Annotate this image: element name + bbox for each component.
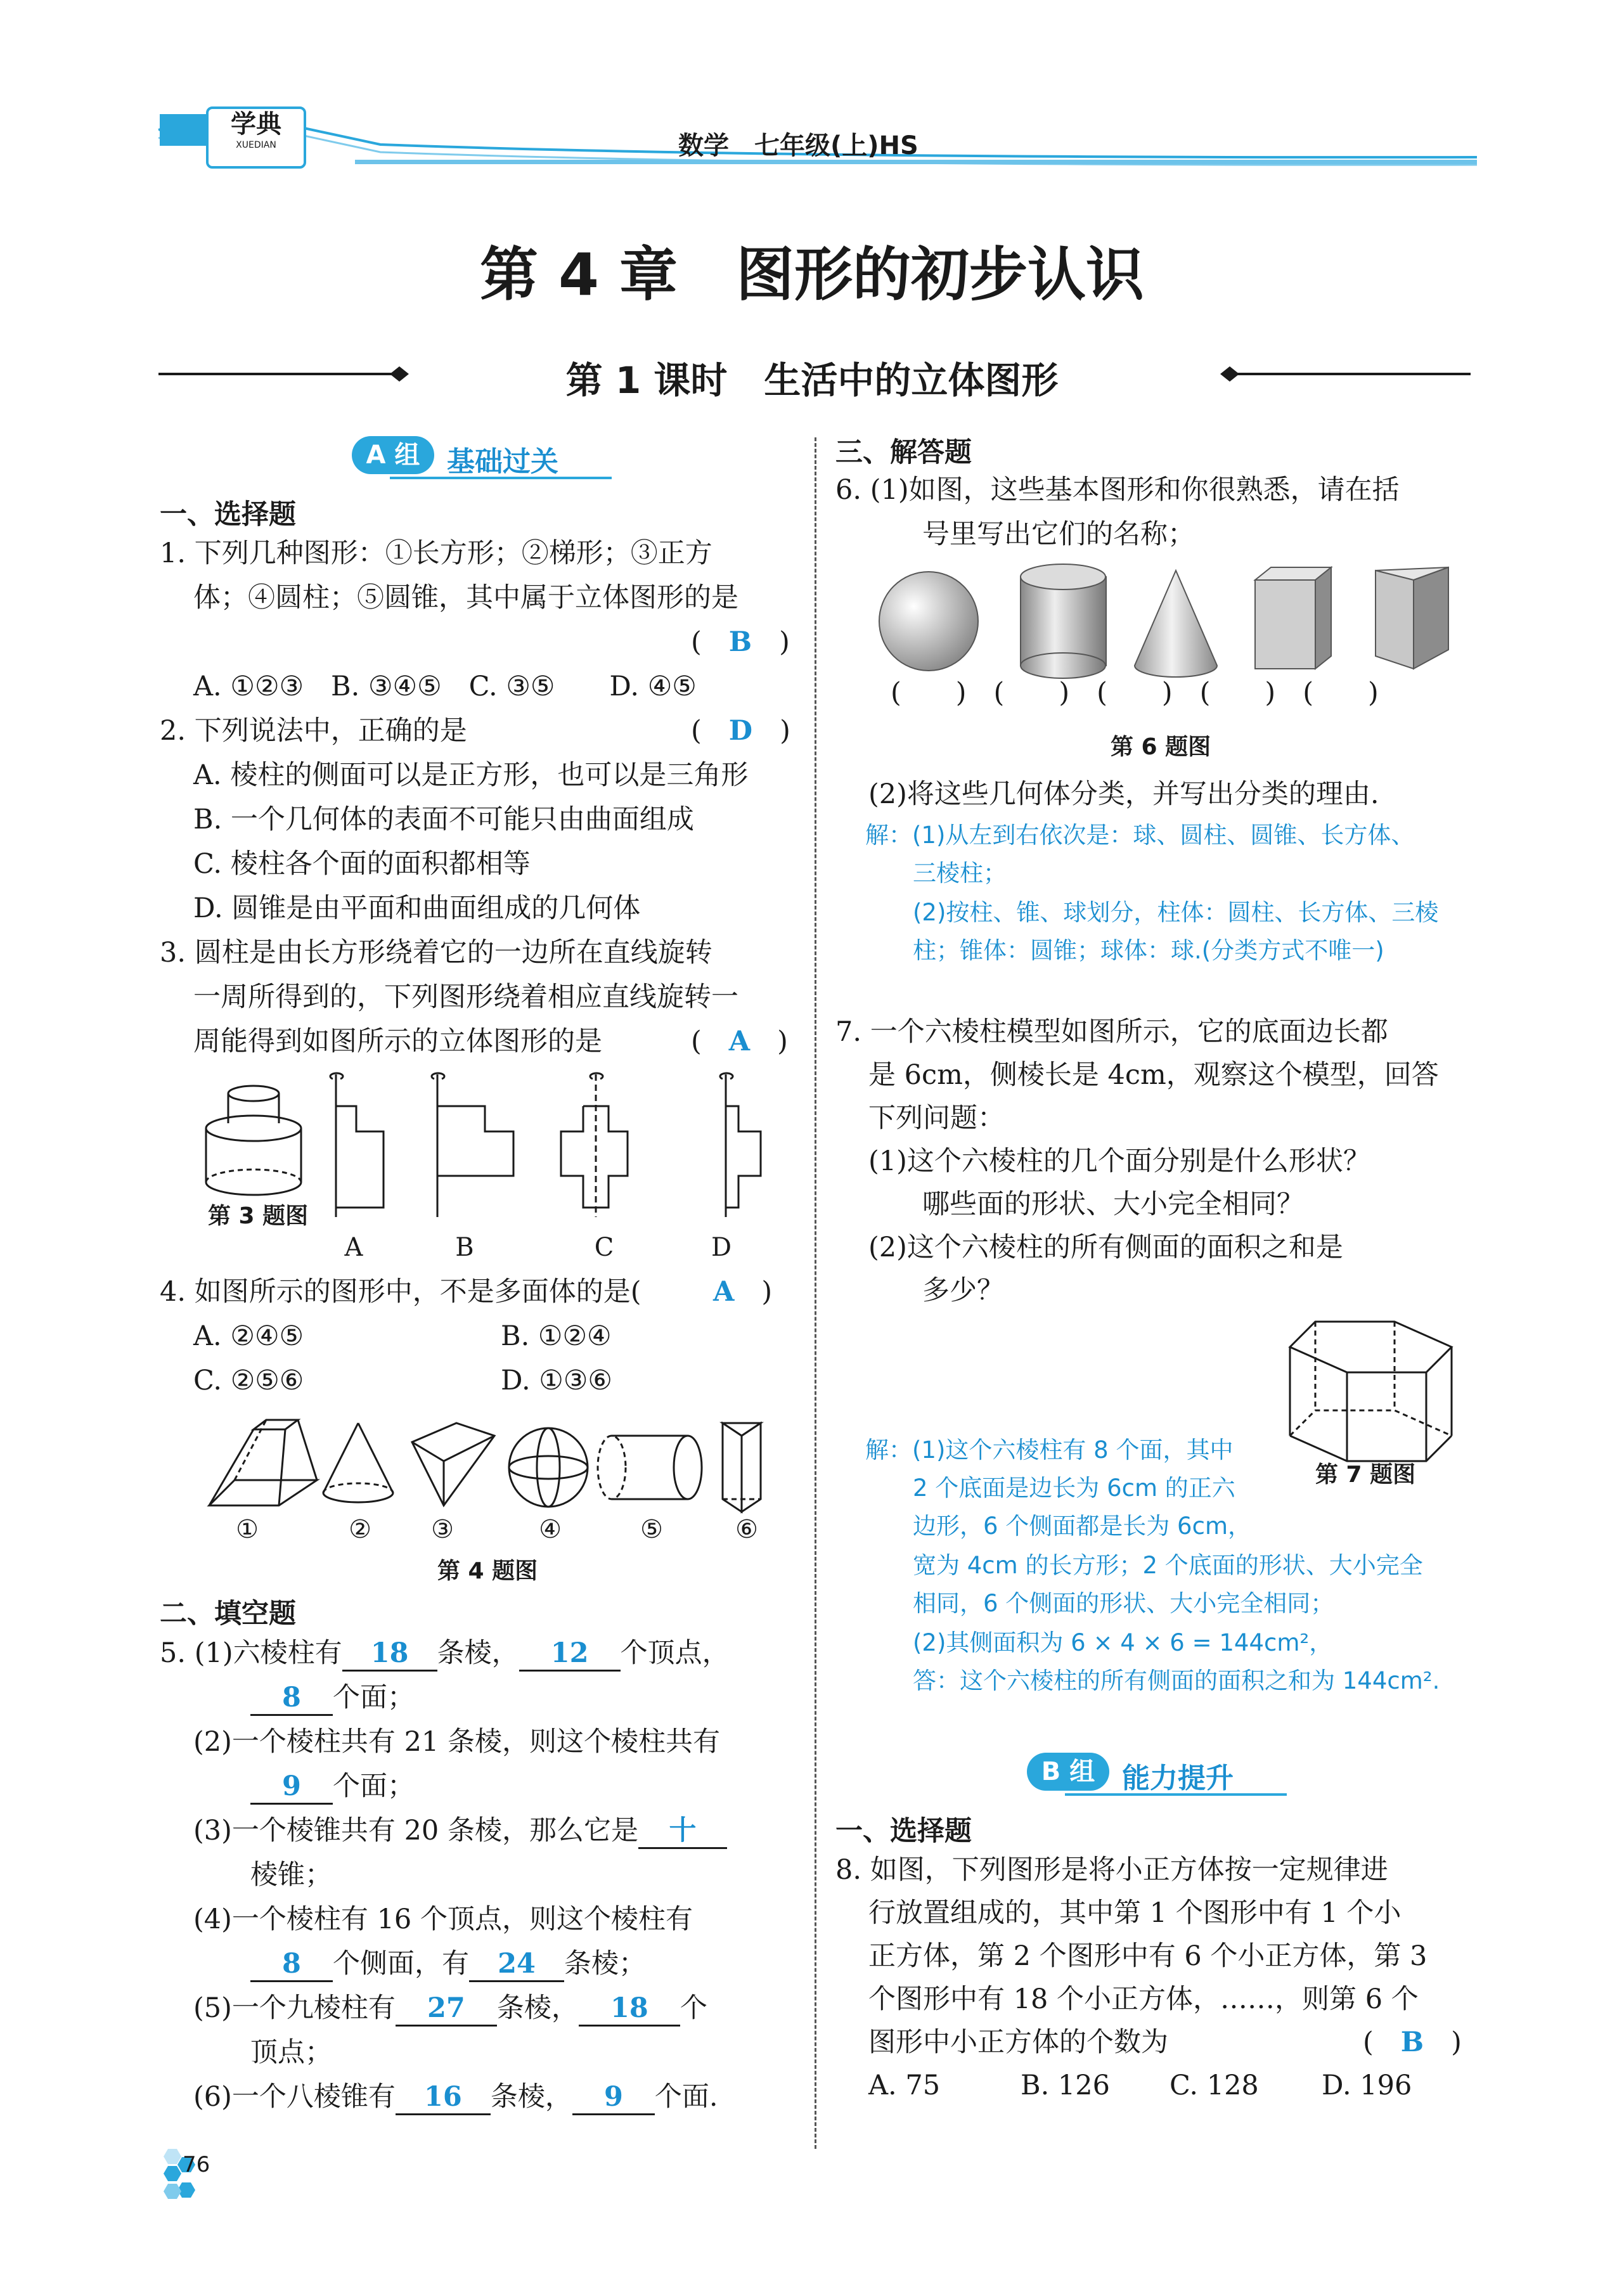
lesson-title-rule-right — [1220, 361, 1474, 387]
q4-label-2: ② — [349, 1515, 371, 1544]
q8-line5: 图形中小正方体的个数为 — [868, 2027, 1168, 2058]
q5-part4-line1: (4)一个棱柱有 16 个顶点，则这个棱柱有 — [193, 1904, 693, 1935]
q7-solution-1: 解：(1)这个六棱柱有 8 个面，其中 — [865, 1436, 1234, 1464]
q3-answer: A — [728, 1026, 751, 1057]
q4-option-d: D. ①③⑥ — [501, 1365, 612, 1396]
q8-line1: 8. 如图，下列图形是将小正方体按一定规律进 — [835, 1854, 1388, 1886]
group-a-underline — [390, 477, 612, 479]
q4-option-a: A. ②④⑤ — [193, 1320, 304, 1352]
q7-solution-2: 2 个底面是边长为 6cm 的正六 — [913, 1474, 1235, 1502]
q2-option-a: A. 棱柱的侧面可以是正方形，也可以是三角形 — [193, 759, 749, 791]
q5-p4-blank2: 24 — [469, 1947, 564, 1982]
page-header — [0, 0, 1624, 190]
q7-part1-line1: (1)这个六棱柱的几个面分别是什么形状？ — [868, 1145, 1370, 1177]
q5-part2-line1: (2)一个棱柱共有 21 条棱，则这个棱柱共有 — [193, 1726, 720, 1758]
q6-solution-3: (2)按柱、锥、球划分，柱体：圆柱、长方体、三棱 — [913, 899, 1439, 926]
q3-stacked-cylinder — [206, 1086, 301, 1195]
q7-part2-line2: 多少？ — [922, 1275, 1004, 1306]
q3-label-b: B — [455, 1233, 474, 1262]
q5-p6-blank1: 16 — [396, 2080, 491, 2115]
q3-line3: 周能得到如图所示的立体图形的是 — [193, 1026, 602, 1057]
q6-blank-brackets: ( ) ( ) ( ) ( ) ( ) — [891, 677, 1379, 709]
q5-p6-text-a: (6)一个八棱锥有 — [193, 2081, 396, 2113]
q6-solution-4: 柱；锥体：圆锥；球体：球.(分类方式不唯一) — [913, 937, 1384, 964]
q6-cone — [1135, 570, 1217, 677]
section-choice: 一、选择题 — [160, 499, 296, 531]
q8-option-b: B. 126 — [1021, 2070, 1111, 2101]
q7-solution-5: 相同，6 个侧面的形状、大小完全相同； — [913, 1590, 1334, 1617]
q6-figure — [875, 561, 1458, 688]
q1-options: A. ①②③ B. ③④⑤ C. ③⑤ D. ④⑤ — [193, 671, 697, 702]
q7-hexagonal-prism-figure — [1280, 1312, 1471, 1471]
q8-option-a: A. 75 — [868, 2070, 941, 2101]
q3-option-d-shape — [720, 1073, 761, 1217]
q5-part1-line2 — [250, 1680, 415, 1716]
q5-part5-line1 — [193, 1990, 707, 2027]
q5-part3-line2: 棱锥； — [250, 1859, 332, 1891]
q4-shape-frustum — [209, 1420, 317, 1505]
q7-solution-4: 宽为 4cm 的长方形；2 个底面的形状、大小完全 — [913, 1552, 1423, 1579]
q3-answer-bracket: ( A ) — [691, 1026, 788, 1057]
q4-shape-prism — [723, 1423, 761, 1512]
q2-option-b: B. 一个几何体的表面不可能只由曲面组成 — [193, 804, 694, 835]
q6-caption: 第 6 题图 — [1111, 734, 1211, 760]
q3-option-b-shape — [432, 1073, 513, 1217]
q3-label-a: A — [344, 1233, 363, 1262]
q5-p1-text-b: 条棱， — [437, 1637, 519, 1669]
q6-line2: 号里写出它们的名称； — [922, 519, 1195, 550]
q5-p5-text-a: (5)一个九棱柱有 — [193, 1992, 396, 2024]
q2-answer-bracket: ( D ) — [691, 715, 790, 747]
q7-part2-line1: (2)这个六棱柱的所有侧面的面积之和是 — [868, 1232, 1343, 1263]
page-number: 76 — [183, 2152, 210, 2177]
q4-label-6: ⑥ — [735, 1515, 758, 1544]
group-a-label: 基础过关 — [447, 446, 558, 478]
q7-line1: 7. 一个六棱柱模型如图所示，它的底面边长都 — [835, 1016, 1388, 1048]
q5-p3-blank1: 十 — [638, 1814, 727, 1849]
q4-label-4: ④ — [539, 1515, 562, 1544]
q3-option-a-shape — [330, 1073, 383, 1217]
q5-p2-text-b: 个面； — [333, 1770, 415, 1802]
q1-answer: B — [728, 626, 752, 658]
q8-answer: B — [1400, 2027, 1424, 2058]
lesson-title: 第 1 课时 生活中的立体图形 — [565, 359, 1059, 402]
q7-line2: 是 6cm，侧棱长是 4cm，观察这个模型，回答 — [868, 1059, 1439, 1091]
logo-text: 学典 — [231, 110, 281, 139]
q7-line3: 下列问题： — [868, 1102, 1005, 1134]
q3-label-d: D — [711, 1233, 732, 1262]
chapter-title: 第 4 章 图形的初步认识 — [479, 241, 1145, 309]
q8-line4: 个图形中有 18 个小正方体，……，则第 6 个 — [868, 1983, 1419, 2015]
q5-p6-text-b: 条棱， — [490, 2081, 572, 2113]
q6-cuboid — [1255, 567, 1331, 669]
q4-shape-cylinder — [598, 1436, 702, 1499]
q5-p5-text-c: 个 — [680, 1992, 707, 2024]
q5-p4-text-c: 条棱； — [564, 1948, 646, 1980]
q8-answer-bracket: ( B ) — [1363, 2027, 1462, 2058]
q5-p4-blank1: 8 — [250, 1947, 333, 1982]
q5-part1-line1 — [160, 1635, 730, 1672]
q6-sphere — [879, 572, 978, 671]
column-divider — [815, 437, 816, 2149]
q2-option-c: C. 棱柱各个面的面积都相等 — [193, 848, 531, 880]
q5-p1-text-c: 个顶点， — [620, 1637, 730, 1669]
q7-solution-3: 边形，6 个侧面都是长为 6cm， — [913, 1512, 1251, 1540]
q8-line3: 正方体，第 2 个图形中有 6 个小正方体，第 3 — [868, 1940, 1427, 1972]
q4-option-b: B. ①②④ — [501, 1320, 612, 1352]
q3-line1: 3. 圆柱是由长方形绕着它的一边所在直线旋转 — [160, 937, 712, 969]
q4-shape-sphere — [509, 1428, 588, 1507]
section-answer: 三、解答题 — [835, 437, 972, 468]
q5-p1-blank1: 18 — [342, 1637, 437, 1672]
group-b-label: 能力提升 — [1122, 1762, 1234, 1795]
q4-shape-pyramid — [412, 1423, 494, 1505]
q5-part2-line2 — [250, 1769, 415, 1805]
q5-p4-text-b: 个侧面，有 — [333, 1948, 469, 1980]
q5-p6-blank2: 9 — [572, 2080, 655, 2115]
q4-label-1: ① — [236, 1515, 259, 1544]
q6-triangular-prism — [1376, 567, 1448, 669]
q3-label-c: C — [594, 1233, 614, 1262]
q1-line1: 1. 下列几种图形：①长方形；②梯形；③正方 — [160, 538, 712, 569]
q6-line1: 6. (1)如图，这些基本图形和你很熟悉，请在括 — [835, 474, 1400, 506]
q7-solution-6: (2)其侧面积为 6 × 4 × 6 = 144cm²， — [913, 1629, 1333, 1656]
q6-part2: (2)将这些几何体分类，并写出分类的理由. — [868, 778, 1379, 810]
q5-part4-line2 — [250, 1946, 646, 1982]
q8-option-c: C. 128 — [1170, 2070, 1259, 2101]
q2-option-d: D. 圆锥是由平面和曲面组成的几何体 — [193, 893, 641, 924]
q4-figure — [203, 1410, 824, 1524]
group-b-underline — [1065, 1793, 1287, 1796]
q6-cylinder — [1021, 564, 1106, 678]
q5-p2-blank1: 9 — [250, 1770, 333, 1805]
logo-subtext: XUEDIAN — [236, 140, 276, 150]
q3-line2: 一周所得到的，下列图形绕着相应直线旋转一 — [193, 981, 738, 1013]
q8-line2: 行放置组成的，其中第 1 个图形中有 1 个小 — [868, 1897, 1402, 1929]
q5-p6-text-c: 个面. — [654, 2081, 718, 2113]
q7-solution-7: 答：这个六棱柱的所有侧面的面积之和为 144cm². — [913, 1667, 1440, 1694]
q5-p5-text-b: 条棱， — [496, 1992, 579, 2024]
q5-part3-line1 — [193, 1813, 727, 1849]
q5-p3-text-a: (3)一个棱锥共有 20 条棱，那么它是 — [193, 1815, 638, 1846]
q5-p1-blank3: 8 — [250, 1681, 333, 1716]
q2-line1: 2. 下列说法中，正确的是 — [160, 715, 467, 747]
q5-part5-line2: 顶点； — [250, 2037, 332, 2068]
q4-option-c: C. ②⑤⑥ — [193, 1365, 304, 1396]
q4-shape-cone — [323, 1423, 393, 1502]
q4-label-3: ③ — [431, 1515, 454, 1544]
q2-answer: D — [728, 715, 753, 747]
section-fill: 二、填空题 — [160, 1598, 296, 1630]
q3-option-c-shape — [561, 1073, 628, 1217]
q5-p1-text-d: 个面； — [333, 1682, 415, 1713]
header-subject: 数学 七年级(上)HS — [678, 131, 918, 160]
group-b-badge: B 组 — [1027, 1753, 1109, 1791]
q4-answer-bracket: A ) — [713, 1276, 773, 1308]
q7-caption: 第 7 题图 — [1315, 1462, 1416, 1488]
q8-option-d: D. 196 — [1322, 2070, 1412, 2101]
q5-p5-blank2: 18 — [579, 1992, 680, 2027]
q3-caption: 第 3 题图 — [208, 1203, 309, 1229]
q5-p1-text-a: 5. (1)六棱柱有 — [160, 1637, 342, 1669]
logo-badge — [206, 106, 306, 169]
q4-caption: 第 4 题图 — [437, 1558, 538, 1584]
q6-solution-1: 解：(1)从左到右依次是：球、圆柱、圆锥、长方体、 — [865, 822, 1415, 849]
q6-solution-2: 三棱柱； — [913, 860, 1007, 887]
q1-line2: 体；④圆柱；⑤圆锥，其中属于立体图形的是 — [193, 582, 738, 614]
group-a-badge: A 组 — [352, 436, 434, 474]
section-choice-b: 一、选择题 — [835, 1815, 972, 1847]
q5-p1-blank2: 12 — [519, 1637, 621, 1672]
q5-part6-line1 — [193, 2079, 718, 2115]
q4-label-5: ⑤ — [640, 1515, 663, 1544]
q4-line1: 4. 如图所示的图形中，不是多面体的是( — [160, 1276, 641, 1308]
q1-answer-bracket: ( B ) — [691, 626, 790, 658]
q7-part1-line2: 哪些面的形状、大小完全相同？ — [922, 1189, 1304, 1220]
q4-answer: A — [713, 1276, 735, 1308]
q5-p5-blank1: 27 — [396, 1992, 497, 2027]
